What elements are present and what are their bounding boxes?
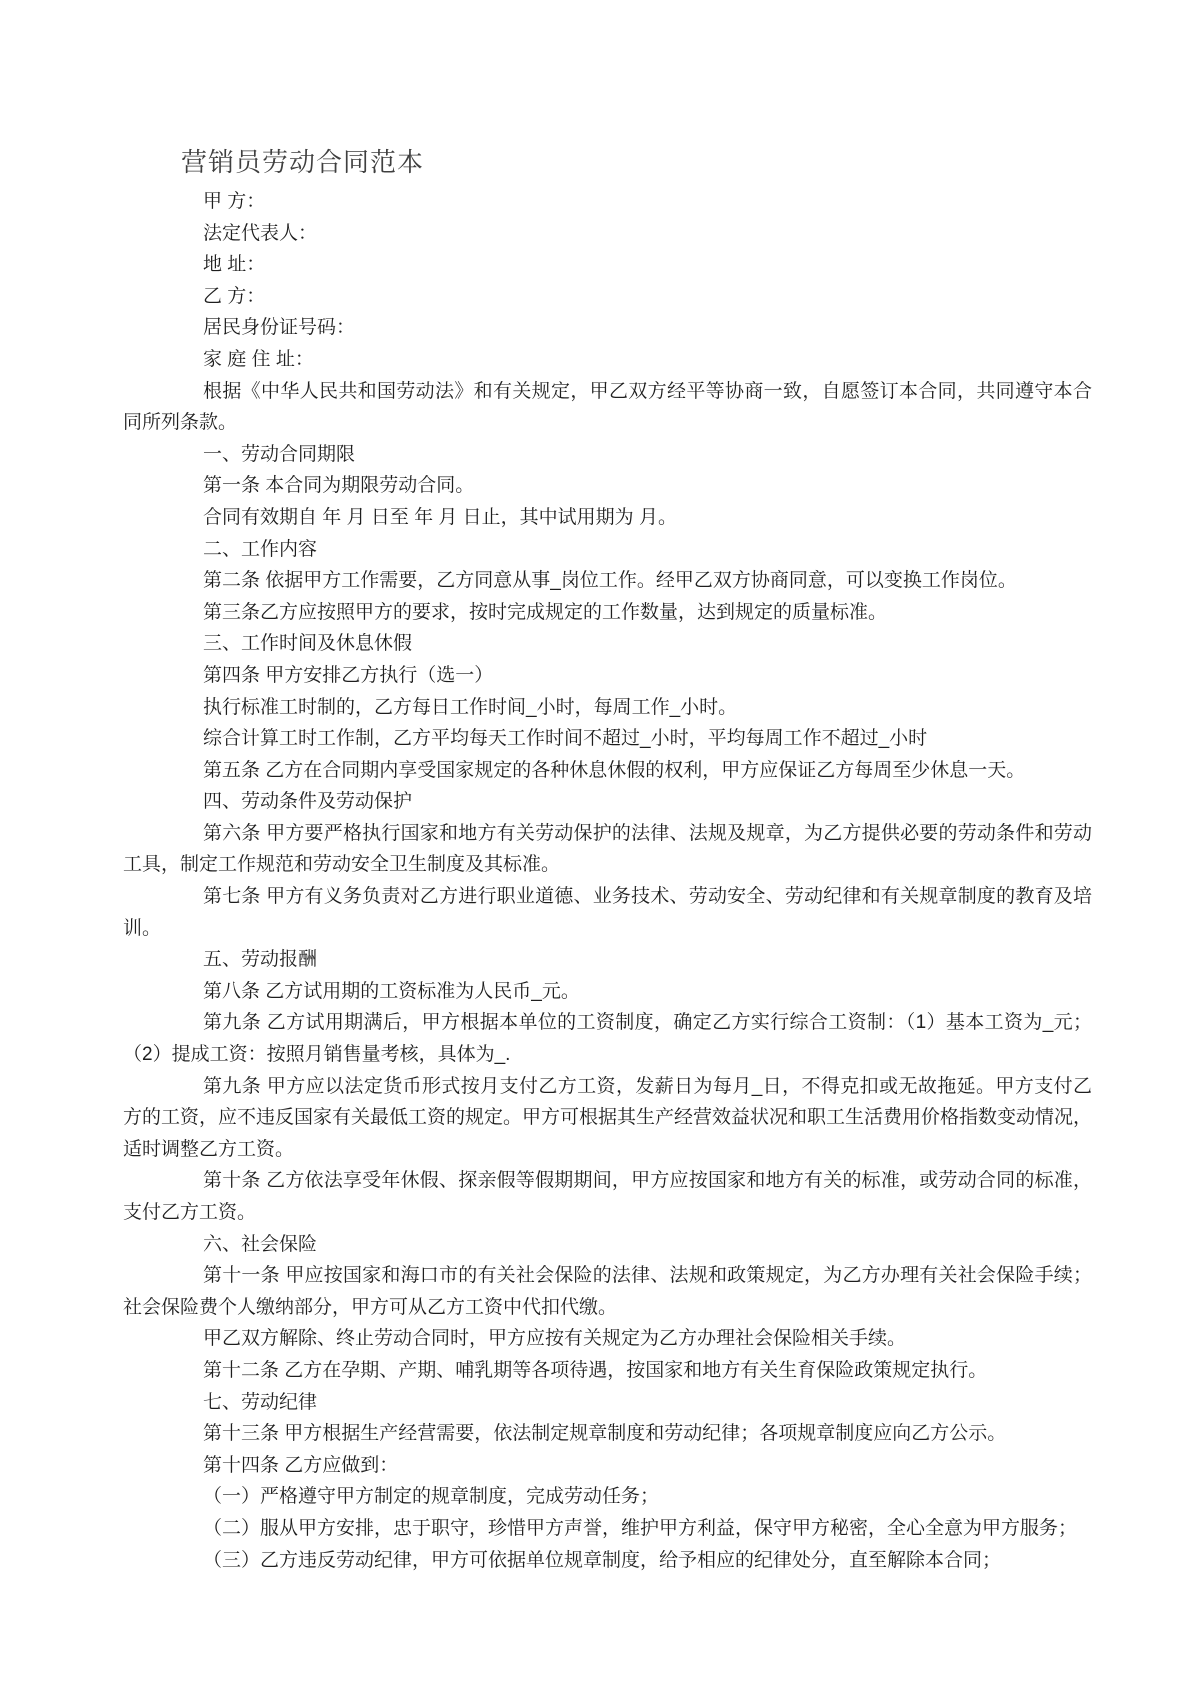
paragraph: 六、社会保险: [203, 1233, 318, 1255]
paragraph: 居民身份证号码：: [203, 317, 356, 339]
paragraph: 第十一条 甲应按国家和海口市的有关社会保险的法律、法规和政策规定，为乙方办理有关社会保险手续；社会保险费个人缴纳部分，甲方可从乙方工资中代扣代缴。: [123, 1265, 1092, 1318]
paragraph: 第二条 依据甲方工作需要，乙方同意从事_岗位工作。经甲乙双方协商同意，可以变换工作岗位。: [203, 570, 1017, 592]
paragraph: 综合计算工时工作制，乙方平均每天工作时间不超过_小时，平均每周工作不超过_小时: [203, 728, 928, 750]
paragraph: 第七条 甲方有义务负责对乙方进行职业道德、业务技术、劳动安全、劳动纪律和有关规章制度的教育及培训。: [123, 886, 1092, 939]
paragraph: 四、劳动条件及劳动保护: [203, 791, 413, 813]
paragraph: （二）服从甲方安排，忠于职守，珍惜甲方声誉，维护甲方利益，保守甲方秘密，全心全意为甲方服务；: [203, 1517, 1078, 1539]
paragraph: 五、劳动报酬: [203, 949, 318, 971]
paragraph: 第十二条 乙方在孕期、产期、哺乳期等各项待遇，按国家和地方有关生育保险政策规定执行。: [203, 1359, 988, 1381]
paragraph: 一、劳动合同期限: [203, 443, 356, 465]
paragraph: 根据《中华人民共和国劳动法》和有关规定，甲乙双方经平等协商一致，自愿签订本合同，共同遵守本合同所列条款。: [123, 380, 1092, 434]
paragraph: 三、工作时间及休息休假: [203, 633, 413, 655]
paragraph: 第九条 乙方试用期满后，甲方根据本单位的工资制度，确定乙方实行综合工资制：（1）基本工资为_元；（2）提成工资：按照月销售量考核，具体为_.: [123, 1012, 1092, 1066]
paragraph: 合同有效期自 年 月 日至 年 月 日止，其中试用期为 月。: [203, 506, 677, 528]
paragraph: 七、劳动纪律: [203, 1391, 318, 1413]
paragraph: 乙 方：: [203, 285, 266, 307]
paragraph: 第四条 甲方安排乙方执行（选一）: [203, 664, 494, 686]
paragraph: （一）严格遵守甲方制定的规章制度，完成劳动任务；: [203, 1486, 660, 1508]
paragraph: （三）乙方违反劳动纪律，甲方可依据单位规章制度，给予相应的纪律处分，直至解除本合同；: [203, 1549, 1002, 1571]
paragraph: 甲乙双方解除、终止劳动合同时，甲方应按有关规定为乙方办理社会保险相关手续。: [203, 1328, 907, 1350]
paragraph: 家 庭 住 址：: [203, 348, 314, 370]
paragraph: 第五条 乙方在合同期内享受国家规定的各种休息休假的权利，甲方应保证乙方每周至少休息一天。: [203, 759, 1026, 781]
paragraph: 第一条 本合同为期限劳动合同。: [203, 475, 475, 497]
paragraph: 甲 方：: [203, 191, 266, 212]
paragraph: 第十三条 甲方根据生产经营需要，依法制定规章制度和劳动纪律；各项规章制度应向乙方公示。: [203, 1423, 1007, 1445]
paragraph: 第十条 乙方依法享受年休假、探亲假等假期期间，甲方应按国家和地方有关的标准，或劳动合同的标准，支付乙方工资。: [123, 1170, 1092, 1223]
page-title: 营销员劳动合同范本: [181, 148, 425, 177]
document-body: [123, 186, 1092, 1576]
paragraph: 第三条乙方应按照甲方的要求，按时完成规定的工作数量，达到规定的质量标准。: [203, 601, 888, 623]
paragraph: 第六条 甲方要严格执行国家和地方有关劳动保护的法律、法规及规章，为乙方提供必要的劳动条件和劳动工具，制定工作规范和劳动安全卫生制度及其标准。: [123, 822, 1092, 876]
paragraph: 第九条 甲方应以法定货币形式按月支付乙方工资，发薪日为每月_日，不得克扣或无故拖延。甲方支付乙方的工资，应不违反国家有关最低工资的规定。甲方可根据其生产经营效益状况和职工生活费用价格指数变动情况，适时调整乙方工资。: [123, 1075, 1093, 1160]
paragraph: 二、工作内容: [203, 538, 318, 560]
paragraph: 第八条 乙方试用期的工资标准为人民币_元。: [203, 980, 580, 1002]
paragraph: 执行标准工时制的，乙方每日工作时间_小时，每周工作_小时。: [203, 696, 738, 718]
paragraph: 地 址：: [203, 254, 266, 276]
paragraph: 第十四条 乙方应做到：: [203, 1454, 399, 1476]
paragraph: 法定代表人：: [203, 222, 318, 244]
